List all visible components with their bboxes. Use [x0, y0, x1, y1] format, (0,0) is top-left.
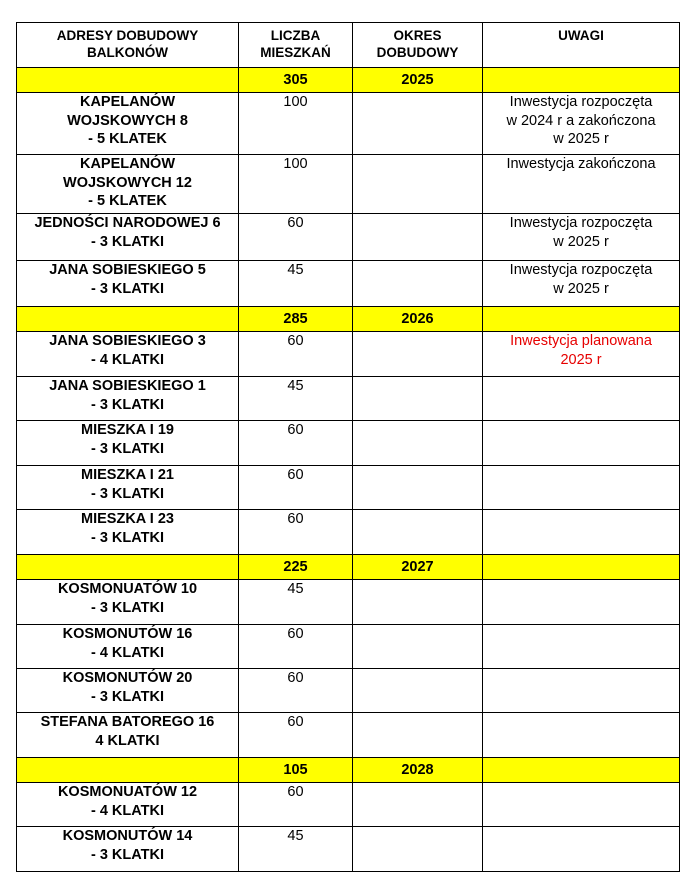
header-period: OKRES DOBUDOWY [353, 23, 483, 68]
period-cell [353, 421, 483, 466]
apartment-count-cell: 60 [239, 214, 353, 261]
address-cell: KOSMONUTÓW 16 - 4 KLATKI [17, 625, 239, 669]
address-cell: JEDNOŚCI NARODOWEJ 6 - 3 KLATKI [17, 214, 239, 261]
year-group-row [17, 555, 680, 580]
notes-cell [483, 669, 680, 713]
address-cell: KOSMONUTÓW 20 - 3 KLATKI [17, 669, 239, 713]
period-cell [353, 625, 483, 669]
apartment-count-cell: 45 [239, 580, 353, 625]
notes-cell: Inwestycja planowana 2025 r [483, 332, 680, 377]
group-total-cell: 225 [239, 555, 353, 580]
year-address-cell [17, 555, 239, 580]
year-address-cell [17, 758, 239, 783]
notes-cell [483, 827, 680, 872]
period-cell [353, 713, 483, 758]
address-cell: KAPELANÓW WOJSKOWYCH 8 - 5 KLATEK [17, 93, 239, 155]
table-row [17, 155, 680, 214]
year-group-row [17, 758, 680, 783]
apartment-count-cell: 60 [239, 332, 353, 377]
address-cell: JANA SOBIESKIEGO 1 - 3 KLATKI [17, 377, 239, 421]
address-cell: MIESZKA I 21 - 3 KLATKI [17, 466, 239, 510]
address-cell: KOSMONUATÓW 12 - 4 KLATKI [17, 783, 239, 827]
table-row [17, 421, 680, 466]
period-cell [353, 510, 483, 555]
table-row [17, 669, 680, 713]
year-notes-cell [483, 758, 680, 783]
header-address: ADRESY DOBUDOWY BALKONÓW [17, 23, 239, 68]
notes-cell [483, 625, 680, 669]
header-row [17, 23, 680, 68]
balcony-schedule-table [16, 22, 680, 872]
table-row [17, 827, 680, 872]
table-row [17, 214, 680, 261]
group-year-cell: 2028 [353, 758, 483, 783]
notes-cell [483, 466, 680, 510]
year-notes-cell [483, 68, 680, 93]
address-cell: MIESZKA I 19 - 3 KLATKI [17, 421, 239, 466]
period-cell [353, 827, 483, 872]
apartment-count-cell: 45 [239, 261, 353, 307]
table-row [17, 510, 680, 555]
group-total-cell: 305 [239, 68, 353, 93]
period-cell [353, 580, 483, 625]
notes-cell [483, 510, 680, 555]
period-cell [353, 377, 483, 421]
notes-cell: Inwestycja rozpoczęta w 2024 r a zakończona w 2025 r [483, 93, 680, 155]
apartment-count-cell: 60 [239, 713, 353, 758]
address-cell: STEFANA BATOREGO 16 4 KLATKI [17, 713, 239, 758]
address-cell: MIESZKA I 23 - 3 KLATKI [17, 510, 239, 555]
address-cell: JANA SOBIESKIEGO 3 - 4 KLATKI [17, 332, 239, 377]
table-row [17, 625, 680, 669]
notes-cell [483, 377, 680, 421]
period-cell [353, 669, 483, 713]
year-address-cell [17, 68, 239, 93]
year-group-row [17, 68, 680, 93]
year-notes-cell [483, 307, 680, 332]
year-group-row [17, 307, 680, 332]
apartment-count-cell: 60 [239, 783, 353, 827]
period-cell [353, 332, 483, 377]
address-cell: JANA SOBIESKIEGO 5 - 3 KLATKI [17, 261, 239, 307]
notes-cell: Inwestycja zakończona [483, 155, 680, 214]
group-total-cell: 105 [239, 758, 353, 783]
apartment-count-cell: 100 [239, 155, 353, 214]
apartment-count-cell: 45 [239, 827, 353, 872]
table-row [17, 466, 680, 510]
apartment-count-cell: 60 [239, 625, 353, 669]
apartment-count-cell: 45 [239, 377, 353, 421]
header-count: LICZBA MIESZKAŃ [239, 23, 353, 68]
group-year-cell: 2027 [353, 555, 483, 580]
period-cell [353, 261, 483, 307]
table-row [17, 377, 680, 421]
table-row [17, 713, 680, 758]
table-row [17, 580, 680, 625]
period-cell [353, 214, 483, 261]
apartment-count-cell: 60 [239, 669, 353, 713]
table-row [17, 261, 680, 307]
notes-cell [483, 783, 680, 827]
notes-cell [483, 580, 680, 625]
table-body [17, 68, 680, 872]
address-cell: KOSMONUATÓW 10 - 3 KLATKI [17, 580, 239, 625]
period-cell [353, 93, 483, 155]
group-year-cell: 2026 [353, 307, 483, 332]
address-cell: KOSMONUTÓW 14 - 3 KLATKI [17, 827, 239, 872]
apartment-count-cell: 60 [239, 510, 353, 555]
apartment-count-cell: 60 [239, 421, 353, 466]
notes-cell: Inwestycja rozpoczęta w 2025 r [483, 261, 680, 307]
notes-cell: Inwestycja rozpoczęta w 2025 r [483, 214, 680, 261]
table-row [17, 332, 680, 377]
header-notes: UWAGI [483, 23, 680, 68]
period-cell [353, 783, 483, 827]
apartment-count-cell: 60 [239, 466, 353, 510]
period-cell [353, 155, 483, 214]
group-year-cell: 2025 [353, 68, 483, 93]
year-address-cell [17, 307, 239, 332]
notes-cell [483, 421, 680, 466]
table-row [17, 93, 680, 155]
period-cell [353, 466, 483, 510]
table-row [17, 783, 680, 827]
notes-cell [483, 713, 680, 758]
address-cell: KAPELANÓW WOJSKOWYCH 12 - 5 KLATEK [17, 155, 239, 214]
group-total-cell: 285 [239, 307, 353, 332]
apartment-count-cell: 100 [239, 93, 353, 155]
year-notes-cell [483, 555, 680, 580]
